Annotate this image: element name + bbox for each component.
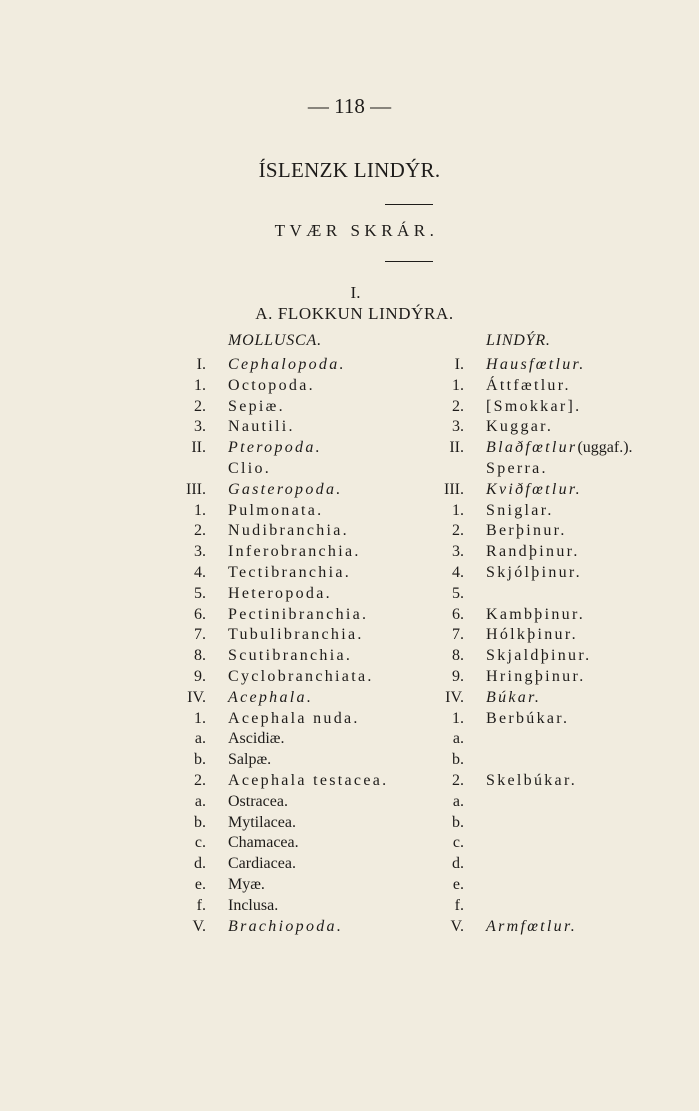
- icelandic-taxon-name-main: Blaðfœtlur: [486, 439, 578, 457]
- left-rank-number: c.: [194, 834, 206, 852]
- latin-taxon-name: Scutibranchia.: [228, 647, 353, 665]
- right-rank-number: III.: [444, 480, 464, 498]
- left-rank-number: 3.: [194, 418, 206, 436]
- icelandic-taxon-name: Hausfœtlur.: [486, 356, 586, 373]
- table-row: [0, 750, 699, 771]
- left-rank-number: b.: [194, 751, 206, 769]
- table-row: [0, 688, 699, 709]
- latin-taxon-name: Pectinibranchia.: [228, 605, 369, 623]
- latin-taxon-name: Clio.: [228, 459, 272, 477]
- right-rank-number: 3.: [452, 418, 464, 436]
- table-row: [0, 709, 699, 730]
- table-row: [0, 480, 699, 501]
- table-row: [0, 729, 699, 750]
- table-row: [0, 833, 699, 854]
- icelandic-taxon-name: Kuggar.: [486, 418, 554, 436]
- left-rank-number: a.: [194, 792, 206, 810]
- latin-taxon-name: Cardiacea.: [228, 855, 296, 873]
- left-rank-number: 2.: [194, 397, 206, 415]
- right-rank-number: V.: [450, 917, 464, 935]
- icelandic-taxon-name: Skjaldþinur.: [486, 647, 592, 665]
- icelandic-taxon-name: Skelbúkar.: [486, 771, 577, 789]
- right-rank-number: I.: [454, 356, 464, 373]
- left-rank-number: 4.: [194, 563, 206, 581]
- divider-rule: [385, 204, 433, 205]
- right-rank-number: a.: [452, 730, 464, 748]
- table-row: [0, 854, 699, 875]
- latin-taxon-name: Chamacea.: [228, 834, 299, 852]
- divider-rule: [385, 261, 433, 262]
- right-rank-number: e.: [452, 875, 464, 893]
- icelandic-taxon-name: Randþinur.: [486, 543, 580, 561]
- right-rank-number: 7.: [452, 626, 464, 644]
- latin-taxon-name: Pulmonata.: [228, 501, 324, 519]
- left-rank-number: 6.: [194, 605, 206, 623]
- latin-taxon-name: Nautili.: [228, 418, 295, 436]
- left-rank-number: V.: [192, 917, 206, 935]
- icelandic-taxon-name: Skjólþinur.: [486, 563, 582, 581]
- table-row: [0, 417, 699, 438]
- table-row: [0, 813, 699, 834]
- left-rank-number: 2.: [194, 522, 206, 540]
- icelandic-taxon-name: [486, 438, 633, 459]
- left-rank-number: 5.: [194, 584, 206, 602]
- right-rank-number: c.: [452, 834, 464, 852]
- left-column-heading: MOLLUSCA.: [228, 332, 322, 349]
- right-rank-number: 1.: [452, 709, 464, 727]
- left-rank-number: f.: [196, 896, 206, 914]
- latin-taxon-name: Myæ.: [228, 875, 265, 893]
- left-rank-number: 1.: [194, 709, 206, 727]
- left-rank-number: 9.: [194, 667, 206, 685]
- right-rank-number: 2.: [452, 522, 464, 540]
- table-row: [0, 605, 699, 626]
- subtitle: TVÆR SKRÁR.: [274, 221, 439, 240]
- left-rank-number: e.: [194, 875, 206, 893]
- right-rank-number: 1.: [452, 501, 464, 519]
- latin-taxon-name: Brachiopoda.: [228, 917, 344, 935]
- taxon-note: (uggaf.).: [577, 439, 633, 457]
- table-row: [0, 355, 699, 376]
- latin-taxon-name: Gasteropoda.: [228, 480, 343, 498]
- right-rank-number: 2.: [452, 771, 464, 789]
- table-row: [0, 376, 699, 397]
- icelandic-taxon-name: Hólkþinur.: [486, 626, 578, 644]
- latin-taxon-name: Acephala nuda.: [228, 709, 360, 727]
- icelandic-taxon-name: Berþinur.: [486, 522, 567, 540]
- latin-taxon-name: Acephala.: [228, 688, 314, 706]
- table-row: [0, 875, 699, 896]
- right-rank-number: d.: [452, 855, 464, 873]
- right-rank-number: IV.: [445, 688, 464, 706]
- right-rank-number: b.: [452, 813, 464, 831]
- page-number: — 118 —: [307, 94, 392, 118]
- left-rank-number: 7.: [194, 626, 206, 644]
- latin-taxon-name: Inclusa.: [228, 896, 279, 914]
- icelandic-taxon-name: Berbúkar.: [486, 709, 570, 727]
- page-title: ÍSLENZK LINDÝR.: [258, 158, 441, 182]
- latin-taxon-name: Ostracea.: [228, 792, 288, 810]
- latin-taxon-name: Tubulibranchia.: [228, 626, 364, 644]
- latin-taxon-name: Acephala testacea.: [228, 771, 389, 789]
- left-rank-number: 1.: [194, 376, 206, 394]
- left-rank-number: III.: [186, 480, 206, 498]
- icelandic-taxon-name: Armfœtlur.: [486, 917, 578, 935]
- section-number: I.: [350, 283, 361, 302]
- table-row: [0, 563, 699, 584]
- latin-taxon-name: Pteropoda.: [228, 439, 322, 457]
- left-rank-number: 2.: [194, 771, 206, 789]
- icelandic-taxon-name: [Smokkar].: [486, 397, 582, 415]
- right-rank-number: a.: [452, 792, 464, 810]
- latin-taxon-name: Cephalopoda.: [228, 356, 346, 373]
- table-row: [0, 792, 699, 813]
- table-row: [0, 542, 699, 563]
- table-row: [0, 584, 699, 605]
- latin-taxon-name: Tectibranchia.: [228, 563, 352, 581]
- left-rank-number: b.: [194, 813, 206, 831]
- right-rank-number: 5.: [452, 584, 464, 602]
- table-row: [0, 625, 699, 646]
- right-rank-number: b.: [452, 751, 464, 769]
- right-rank-number: f.: [454, 896, 464, 914]
- left-rank-number: II.: [191, 439, 206, 457]
- icelandic-taxon-name: Sperra.: [486, 459, 548, 477]
- latin-taxon-name: Sepiæ.: [228, 397, 285, 415]
- latin-taxon-name: Nudibranchia.: [228, 522, 349, 540]
- right-column-heading: LINDÝR.: [486, 332, 551, 349]
- latin-taxon-name: Ascidiæ.: [228, 730, 285, 748]
- right-rank-number: 1.: [452, 376, 464, 394]
- right-rank-number: II.: [449, 439, 464, 457]
- right-rank-number: 4.: [452, 563, 464, 581]
- table-row: [0, 771, 699, 792]
- latin-taxon-name: Inferobranchia.: [228, 543, 361, 561]
- right-rank-number: 3.: [452, 543, 464, 561]
- icelandic-taxon-name: Sniglar.: [486, 501, 554, 519]
- table-row: [0, 438, 699, 459]
- table-row: [0, 501, 699, 522]
- right-rank-number: 9.: [452, 667, 464, 685]
- left-rank-number: 1.: [194, 501, 206, 519]
- icelandic-taxon-name: Kambþinur.: [486, 605, 585, 623]
- classification-table: [0, 355, 699, 937]
- table-row: [0, 667, 699, 688]
- right-rank-number: 2.: [452, 397, 464, 415]
- latin-taxon-name: Mytilacea.: [228, 813, 296, 831]
- icelandic-taxon-name: Kviðfœtlur.: [486, 480, 582, 498]
- left-rank-number: a.: [194, 730, 206, 748]
- left-rank-number: 3.: [194, 543, 206, 561]
- table-row: [0, 459, 699, 480]
- table-row: [0, 646, 699, 667]
- latin-taxon-name: Cyclobranchiata.: [228, 667, 374, 685]
- icelandic-taxon-name: Hringþinur.: [486, 667, 586, 685]
- left-rank-number: IV.: [187, 688, 206, 706]
- left-rank-number: 8.: [194, 647, 206, 665]
- table-row: [0, 521, 699, 542]
- right-rank-number: 8.: [452, 647, 464, 665]
- table-row: [0, 917, 699, 938]
- right-rank-number: 6.: [452, 605, 464, 623]
- left-rank-number: d.: [194, 855, 206, 873]
- left-rank-number: I.: [196, 356, 206, 373]
- table-row: [0, 397, 699, 418]
- latin-taxon-name: Salpæ.: [228, 751, 272, 769]
- icelandic-taxon-name: Búkar.: [486, 688, 542, 706]
- icelandic-taxon-name: Áttfætlur.: [486, 376, 571, 394]
- latin-taxon-name: Octopoda.: [228, 376, 315, 394]
- section-title: A. FLOKKUN LINDÝRA.: [255, 304, 454, 323]
- table-row: [0, 896, 699, 917]
- latin-taxon-name: Heteropoda.: [228, 584, 332, 602]
